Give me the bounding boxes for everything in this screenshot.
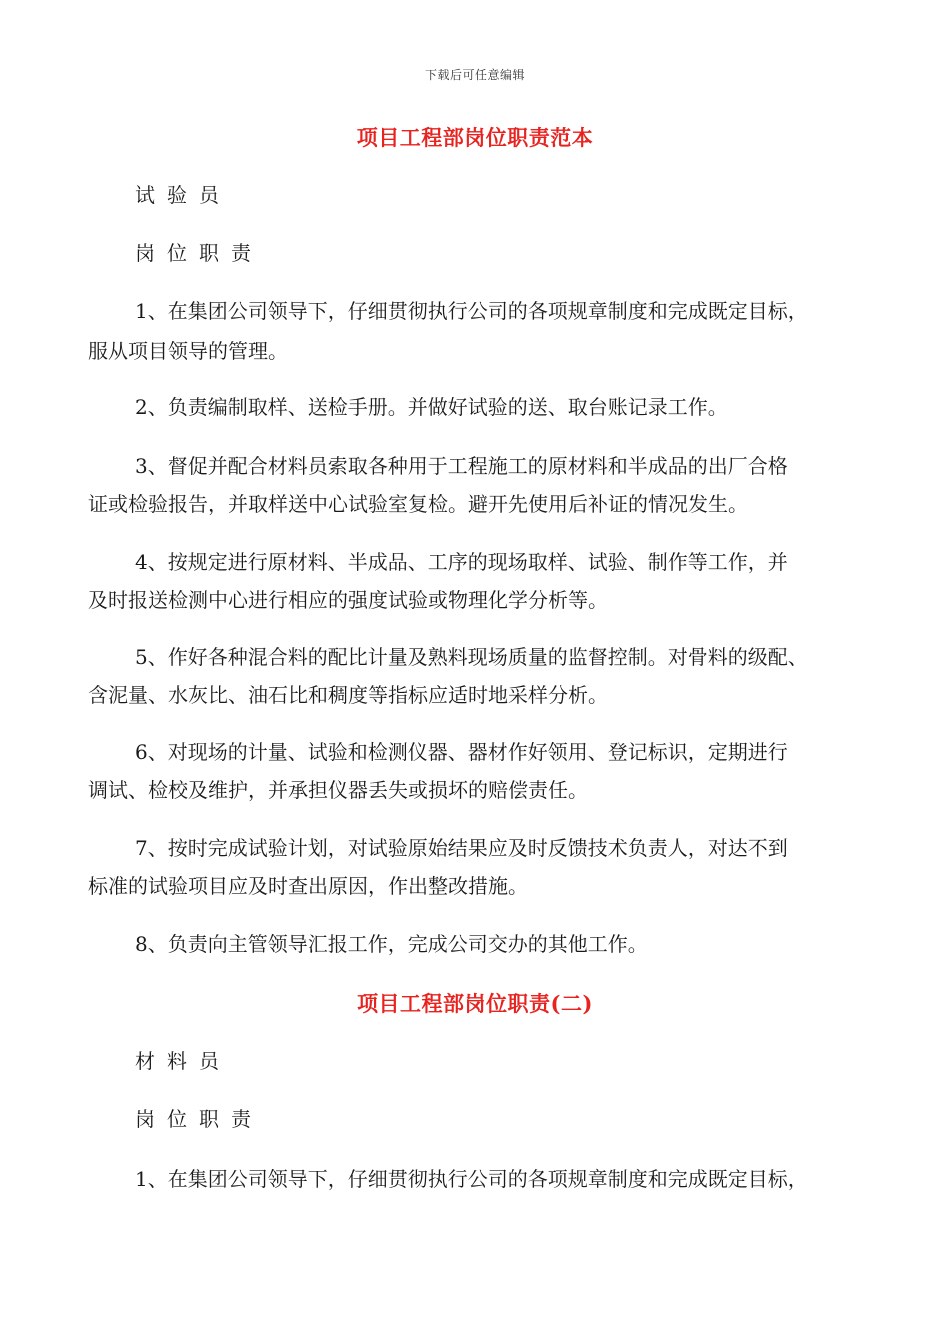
duty-item-4-line-2: 及时报送检测中心进行相应的强度试验或物理化学分析等。 xyxy=(88,588,608,612)
duty-item-7-line-1: 7、按时完成试验计划，对试验原始结果应及时反馈技术负责人，对达不到 xyxy=(135,836,788,860)
section-2-role: 材料员 xyxy=(135,1049,231,1073)
duty-item-8-line-1: 8、负责向主管领导汇报工作，完成公司交办的其他工作。 xyxy=(135,932,648,956)
duty-item-3-line-1: 3、督促并配合材料员索取各种用于工程施工的原材料和半成品的出厂合格 xyxy=(135,454,788,478)
section-2-duty-item-1-line-1: 1、在集团公司领导下，仔细贯彻执行公司的各项规章制度和完成既定目标， xyxy=(135,1167,808,1191)
duty-item-1-line-1: 1、在集团公司领导下，仔细贯彻执行公司的各项规章制度和完成既定目标， xyxy=(135,299,808,323)
duty-item-6-line-1: 6、对现场的计量、试验和检测仪器、器材作好领用、登记标识，定期进行 xyxy=(135,740,788,764)
duty-item-1-line-2: 服从项目领导的管理。 xyxy=(88,339,288,363)
duty-item-6-line-2: 调试、检校及维护，并承担仪器丢失或损坏的赔偿责任。 xyxy=(88,778,588,802)
section-2-title: 项目工程部岗位职责(二) xyxy=(357,991,593,1016)
duty-item-5-line-1: 5、作好各种混合料的配比计量及熟料现场质量的监督控制。对骨料的级配、 xyxy=(135,645,808,669)
header-note: 下载后可任意编辑 xyxy=(424,68,525,82)
duty-item-3-line-2: 证或检验报告，并取样送中心试验室复检。避开先使用后补证的情况发生。 xyxy=(88,492,748,516)
duty-item-5-line-2: 含泥量、水灰比、油石比和稠度等指标应适时地采样分析。 xyxy=(88,683,608,707)
section-1-role: 试验员 xyxy=(135,183,231,207)
duty-item-2-line-1: 2、负责编制取样、送检手册。并做好试验的送、取台账记录工作。 xyxy=(135,395,728,419)
section-1-title: 项目工程部岗位职责范本 xyxy=(356,125,594,150)
duty-item-7-line-2: 标准的试验项目应及时查出原因，作出整改措施。 xyxy=(88,874,528,898)
duty-item-4-line-1: 4、按规定进行原材料、半成品、工序的现场取样、试验、制作等工作，并 xyxy=(135,550,788,574)
section-1-duties-heading: 岗位职责 xyxy=(135,241,263,265)
section-2-duties-heading: 岗位职责 xyxy=(135,1107,263,1131)
